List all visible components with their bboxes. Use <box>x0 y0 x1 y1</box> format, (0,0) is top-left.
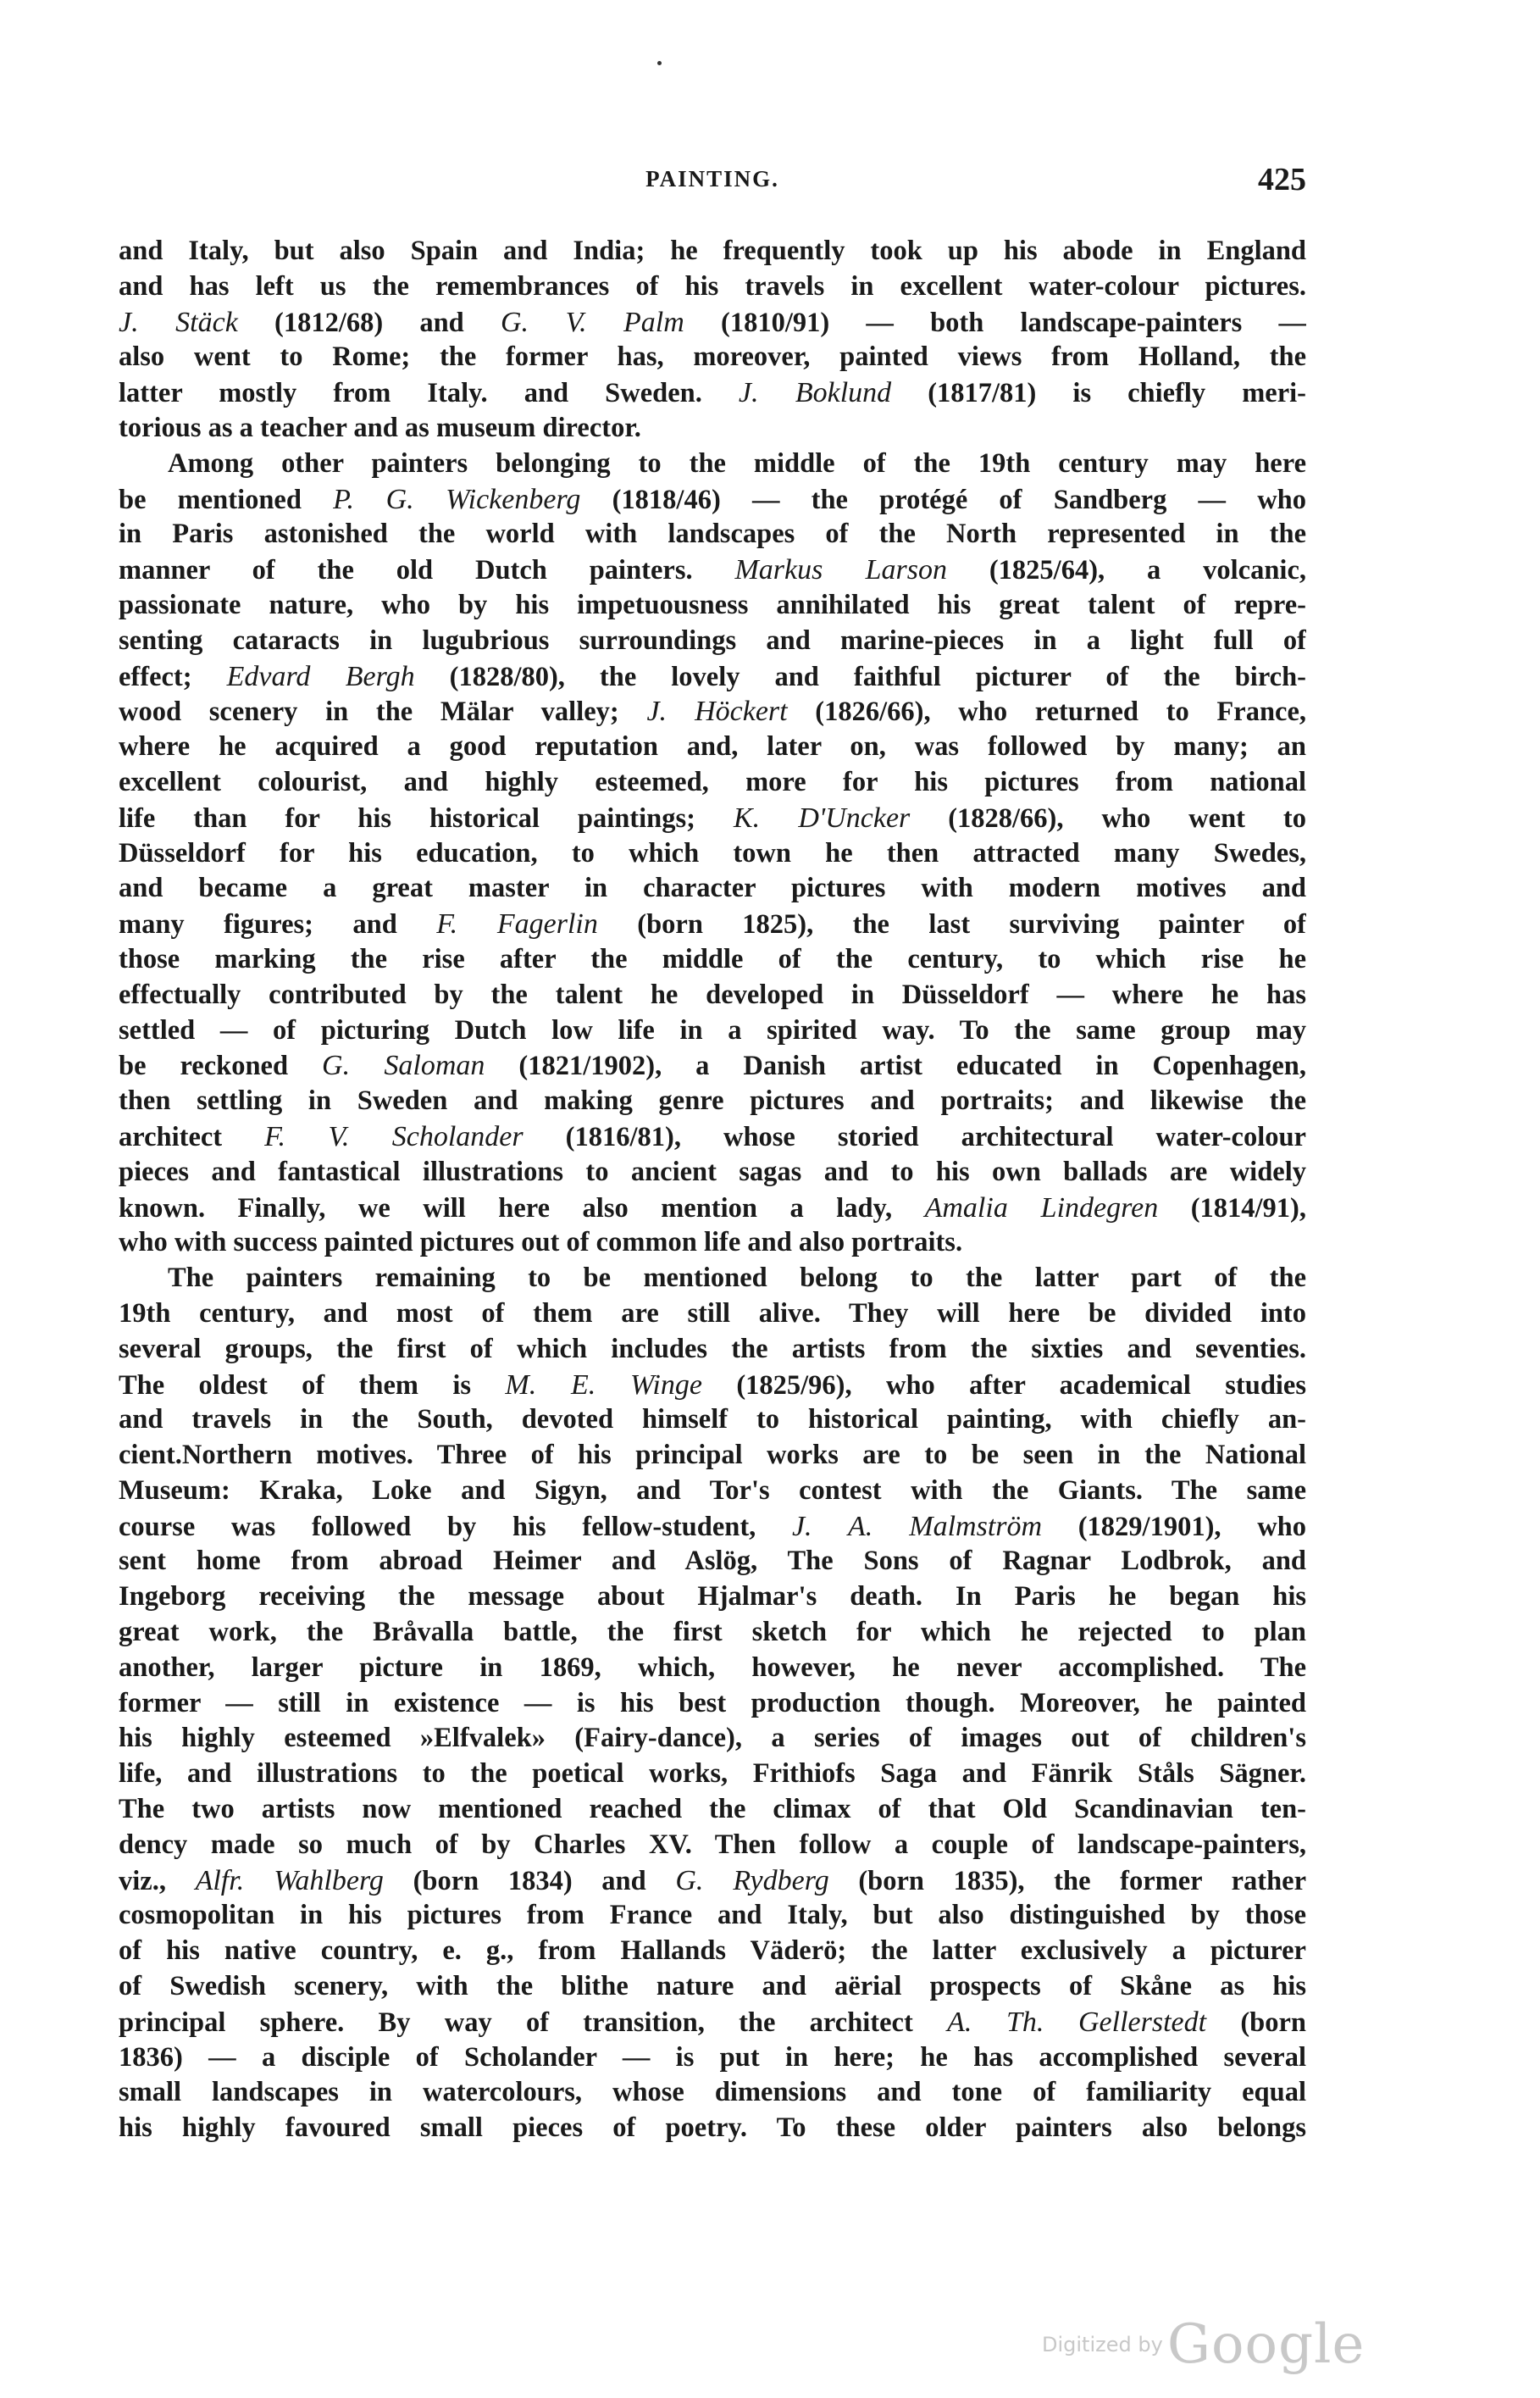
text-line <box>119 942 1306 978</box>
text-run: Ingeborg receiving the message about Hjalmar's death. In Paris he began his <box>119 1581 1306 1613</box>
italic-name: Markus Larson <box>734 554 947 586</box>
page-number: 425 <box>1258 162 1306 197</box>
text-line <box>119 1155 1306 1191</box>
text-run: cient.Northern motives. Three of his principal works are to be seen in the National <box>119 1440 1306 1471</box>
text-line <box>119 2005 1306 2040</box>
text-line <box>119 1686 1306 1722</box>
text-run: of Swedish scenery, with the blithe nature and aërial prospects of Skåne as his <box>119 1971 1306 2002</box>
text-run: in Paris astonished the world with landscapes of the North represented in the <box>119 519 1306 550</box>
text-run: passionate nature, who by his impetuousness annihilated his great talent of repre- <box>119 589 1306 620</box>
text-run: and travels in the South, devoted himself to historical painting, with chiefly an- <box>119 1404 1306 1435</box>
text-line <box>119 1757 1306 1792</box>
text-run: architect <box>119 1121 265 1152</box>
text-run: Düsseldorf for his education, to which town he then attracted many Swedes, <box>119 837 1306 869</box>
text-run: be reckoned <box>119 1051 323 1082</box>
text-run: (1828/80), the lovely and faithful picturer of the birch- <box>414 661 1306 692</box>
text-run: and Italy, but also Spain and India; he frequently took up his abode in England <box>119 236 1306 266</box>
italic-name: G. Rydberg <box>675 1864 829 1896</box>
text-run: known. Finally, we will here also mention a lady, <box>119 1192 925 1224</box>
text-line <box>119 801 1306 836</box>
text-line <box>119 482 1306 518</box>
running-head <box>119 162 1306 208</box>
text-run: small landscapes in watercolours, whose dimensions and tone of familiarity equal <box>119 2077 1306 2108</box>
text-line <box>119 340 1306 375</box>
text-line <box>119 1651 1306 1686</box>
text-run: pieces and fantastical illustrations to ancient sagas and to his own ballads are widely <box>119 1156 1306 1187</box>
digitized-by-watermark <box>1042 2313 1398 2381</box>
text-run: (1828/66), who went to <box>910 802 1306 834</box>
text-run: and became a great master in character pictures with modern motives and <box>119 873 1306 904</box>
text-run: dency made so much of by Charles XV. Then follow a couple of landscape-painters, <box>119 1829 1306 1860</box>
text-run: (1818/46) — the protégé of Sandberg — who <box>580 484 1306 515</box>
italic-name: G. Saloman <box>322 1050 485 1082</box>
text-line <box>119 730 1306 765</box>
text-line <box>119 1402 1306 1438</box>
text-run: (born 1825), the last surviving painter of <box>597 909 1306 941</box>
text-run: Among other painters belonging to the middle of the 19th century may here <box>168 447 1306 479</box>
text-run: (1825/64), a volcanic, <box>946 555 1306 586</box>
text-line <box>119 907 1306 942</box>
text-run: cosmopolitan in his pictures from France and Italy, but also distinguished by those <box>119 1900 1306 1931</box>
text-run: 19th century, and most of them are still alive. They will here be divided into <box>119 1297 1306 1329</box>
italic-name: A. Th. Gellerstedt <box>947 2006 1207 2038</box>
italic-name: J. Höckert <box>646 696 788 728</box>
text-line <box>119 1579 1306 1615</box>
text-run: sent home from abroad Heimer and Aslög, The Sons of Ragnar Lodbrok, and <box>119 1546 1306 1577</box>
italic-name: M. E. Winge <box>505 1368 702 1401</box>
text-line <box>119 836 1306 872</box>
text-line <box>119 1332 1306 1368</box>
text-line <box>119 1119 1306 1155</box>
text-line <box>119 2111 1306 2146</box>
italic-name: P. G. Wickenberg <box>333 483 581 515</box>
text-run: another, larger picture in 1869, which, however, he never accomplished. The <box>119 1651 1306 1683</box>
text-run: several groups, the first of which includes the artists from the sixties and seventies. <box>119 1333 1306 1364</box>
text-run: torious as a teacher and as museum director. <box>119 412 641 443</box>
text-line <box>119 1225 1306 1261</box>
text-run: The oldest of them is <box>119 1369 506 1401</box>
text-run: Museum: Kraka, Loke and Sigyn, and Tor's contest with the Giants. The same <box>119 1474 1306 1506</box>
italic-name: J. Stäck <box>119 306 238 338</box>
text-run: The painters remaining to be mentioned belong to the latter part of the <box>168 1263 1306 1294</box>
text-run: (born 1834) and <box>383 1865 676 1896</box>
text-line <box>119 1048 1306 1084</box>
text-line <box>119 1509 1306 1545</box>
text-line <box>119 694 1306 730</box>
text-run: (1821/1902), a Danish artist educated in Copenhagen, <box>485 1051 1306 1082</box>
text-line <box>119 1013 1306 1049</box>
text-line <box>119 447 1306 482</box>
text-run: (1810/91) — both landscape-painters — <box>684 307 1306 338</box>
text-run: senting cataracts in lugubrious surroundings and marine-pieces in a light full of <box>119 624 1306 656</box>
italic-name: Edvard Bergh <box>226 660 415 692</box>
text-run: where he acquired a good reputation and, later on, was followed by many; an <box>119 731 1306 763</box>
text-run: those marking the rise after the middle of the century, to which rise he <box>119 943 1306 974</box>
text-line <box>119 1261 1306 1296</box>
text-line <box>119 1863 1306 1899</box>
text-run: (1817/81) is chiefly meri- <box>891 378 1306 409</box>
text-run: life, and illustrations to the poetical works, Frithiofs Saga and Fänrik Ståls Sägner. <box>119 1758 1306 1790</box>
text-run: (1826/66), who returned to France, <box>787 697 1306 728</box>
text-run: effect; <box>119 661 227 692</box>
text-run: his highly favoured small pieces of poetry. To these older painters also belongs <box>119 2112 1306 2144</box>
text-run: be mentioned <box>119 484 334 515</box>
text-line <box>119 411 1306 447</box>
text-line <box>119 1474 1306 1509</box>
text-line <box>119 1368 1306 1403</box>
text-line <box>119 1828 1306 1863</box>
text-run: life than for his historical paintings; <box>119 802 734 834</box>
text-run: course was followed by his fellow-student, <box>119 1511 792 1542</box>
italic-name: J. Boklund <box>738 377 892 409</box>
text-run: also went to Rome; the former has, moreover, painted views from Holland, the <box>119 341 1306 373</box>
text-line <box>119 659 1306 695</box>
text-line <box>119 1544 1306 1579</box>
text-line <box>119 588 1306 624</box>
text-run: 1836) — a disciple of Scholander — is put in here; he has accomplished several <box>119 2041 1306 2073</box>
text-line <box>119 624 1306 659</box>
text-run: latter mostly from Italy. and Sweden. <box>119 378 739 409</box>
text-line <box>119 305 1306 341</box>
text-line <box>119 552 1306 588</box>
watermark-prefix: Digitized by <box>1042 2333 1163 2356</box>
text-line <box>119 765 1306 801</box>
running-title: PAINTING. <box>645 166 779 192</box>
italic-name: Amalia Lindegren <box>924 1191 1159 1224</box>
text-run: manner of the old Dutch painters. <box>119 555 735 586</box>
stray-dot <box>657 61 662 65</box>
text-line <box>119 978 1306 1013</box>
text-run: The two artists now mentioned reached the climax of that Old Scandinavian ten- <box>119 1794 1306 1825</box>
text-run: (1829/1901), who <box>1042 1511 1306 1542</box>
text-line <box>119 269 1306 305</box>
text-line <box>119 1084 1306 1119</box>
text-run: effectually contributed by the talent he developed in Düsseldorf — where he has <box>119 979 1306 1010</box>
text-line <box>119 234 1306 269</box>
text-run: former — still in existence — is his best production though. Moreover, he painted <box>119 1687 1306 1718</box>
text-run: many figures; and <box>119 909 437 941</box>
text-run: his highly esteemed »Elfvalek» (Fairy-dance), a series of images out of children's <box>119 1723 1306 1754</box>
text-line <box>119 871 1306 907</box>
text-run: great work, the Bråvalla battle, the first sketch for which he rejected to plan <box>119 1617 1306 1648</box>
text-run: who with success painted pictures out of common life and also portraits. <box>119 1227 963 1258</box>
text-run: viz., <box>119 1865 196 1896</box>
text-run: wood scenery in the Mälar valley; <box>119 697 647 728</box>
text-run: (1816/81), whose storied architectural water-colour <box>523 1121 1306 1152</box>
text-run: excellent colourist, and highly esteemed, more for his pictures from national <box>119 766 1306 797</box>
text-line <box>119 1438 1306 1474</box>
text-line <box>119 2075 1306 2111</box>
italic-name: Alfr. Wahlberg <box>195 1864 384 1896</box>
text-run: and has left us the remembrances of his travels in excellent water-colour pictures. <box>119 270 1306 302</box>
text-line <box>119 375 1306 411</box>
text-line <box>119 1615 1306 1651</box>
google-logo: Google <box>1166 2313 1366 2376</box>
italic-name: J. A. Malmström <box>791 1510 1043 1542</box>
italic-name: F. V. Scholander <box>264 1120 523 1152</box>
text-line <box>119 1969 1306 2005</box>
text-run: (1814/91), <box>1158 1192 1306 1224</box>
text-run: (1812/68) and <box>237 307 501 338</box>
text-run: (born <box>1206 2007 1306 2038</box>
italic-name: K. D'Uncker <box>733 802 911 834</box>
text-line <box>119 517 1306 552</box>
body-text <box>119 234 1306 2146</box>
text-run: (1825/96), who after academical studies <box>701 1369 1306 1401</box>
text-run: then settling in Sweden and making genre pictures and portraits; and likewise the <box>119 1085 1306 1117</box>
text-line <box>119 2040 1306 2076</box>
text-run: settled — of picturing Dutch low life in a spirited way. To the same group may <box>119 1014 1306 1046</box>
text-run: of his native country, e. g., from Hallands Väderö; the latter exclusively a picturer <box>119 1935 1306 1967</box>
text-line <box>119 1934 1306 1969</box>
italic-name: G. V. Palm <box>500 306 684 338</box>
text-line <box>119 1792 1306 1828</box>
text-line <box>119 1721 1306 1757</box>
italic-name: F. Fagerlin <box>436 908 598 941</box>
text-line <box>119 1898 1306 1934</box>
text-line <box>119 1296 1306 1332</box>
text-run: (born 1835), the former rather <box>828 1865 1306 1896</box>
text-run: principal sphere. By way of transition, the architect <box>119 2007 948 2038</box>
text-line <box>119 1191 1306 1226</box>
